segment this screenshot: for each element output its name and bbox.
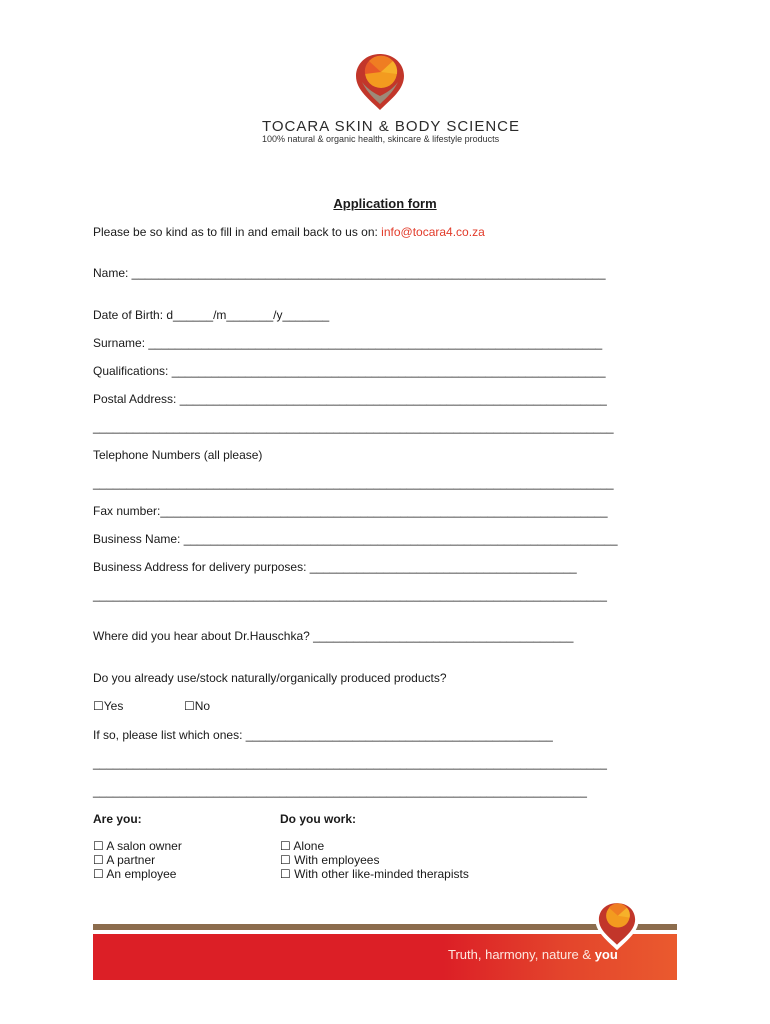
telephone-field[interactable]: ______________________________________________________________________________ xyxy=(93,476,614,490)
like-minded-checkbox[interactable]: ☐ With other like-minded therapists xyxy=(280,867,469,881)
name-field[interactable]: Name: _______________________________________________________________________ xyxy=(93,266,606,280)
partner-checkbox[interactable]: ☐ A partner xyxy=(93,853,156,867)
salon-owner-checkbox[interactable]: ☐ A salon owner xyxy=(93,839,182,853)
email-link[interactable]: info@tocara4.co.za xyxy=(381,225,485,239)
footer-slogan-bold: you xyxy=(594,947,618,962)
dob-field[interactable]: Date of Birth: d______/m_______/y_______ xyxy=(93,308,330,322)
postal-address-line-2[interactable]: ______________________________________________________________________________ xyxy=(93,420,614,434)
brand-name: TOCARA SKIN & BODY SCIENCE xyxy=(262,118,521,135)
brand-tagline: 100% natural & organic health, skincare & lifestyle products xyxy=(262,134,500,144)
with-employees-checkbox[interactable]: ☐ With employees xyxy=(280,853,380,867)
business-address-line-2[interactable]: _____________________________________________________________________________ xyxy=(93,588,607,602)
fax-field[interactable]: Fax number:___________________________________________________________________ xyxy=(93,504,608,518)
intro-line xyxy=(93,225,485,239)
qualifications-field[interactable]: Qualifications: _________________________________________________________________ xyxy=(93,364,606,378)
list-products-line-2[interactable]: _____________________________________________________________________________ xyxy=(93,756,607,770)
intro-text: Please be so kind as to fill in and email back to us on: xyxy=(93,225,382,239)
yes-checkbox[interactable]: ☐Yes xyxy=(93,699,124,713)
footer-logo-icon xyxy=(588,894,646,952)
do-you-work-heading: Do you work: xyxy=(280,812,357,826)
list-products-line-3[interactable]: __________________________________________________________________________ xyxy=(93,784,587,798)
tocara-logo-icon xyxy=(348,48,412,112)
telephone-label: Telephone Numbers (all please) xyxy=(93,448,263,462)
list-products-field[interactable]: If so, please list which ones: ______________________________________________ xyxy=(93,728,553,742)
business-address-field[interactable]: Business Address for delivery purposes: ________________________________________ xyxy=(93,560,577,574)
business-name-field[interactable]: Business Name: _________________________________________________________________ xyxy=(93,532,618,546)
are-you-heading: Are you: xyxy=(93,812,142,826)
employee-checkbox[interactable]: ☐ An employee xyxy=(93,867,177,881)
hear-about-field[interactable]: Where did you hear about Dr.Hauschka? _______________________________________ xyxy=(93,629,574,643)
postal-address-field[interactable]: Postal Address: ________________________________________________________________ xyxy=(93,392,607,406)
no-checkbox[interactable]: ☐No xyxy=(184,699,211,713)
alone-checkbox[interactable]: ☐ Alone xyxy=(280,839,325,853)
footer-slogan-text: Truth, harmony, nature & xyxy=(448,947,595,962)
form-title: Application form xyxy=(333,196,437,211)
already-stock-question: Do you already use/stock naturally/organically produced products? xyxy=(93,671,447,685)
surname-field[interactable]: Surname: ____________________________________________________________________ xyxy=(93,336,603,350)
